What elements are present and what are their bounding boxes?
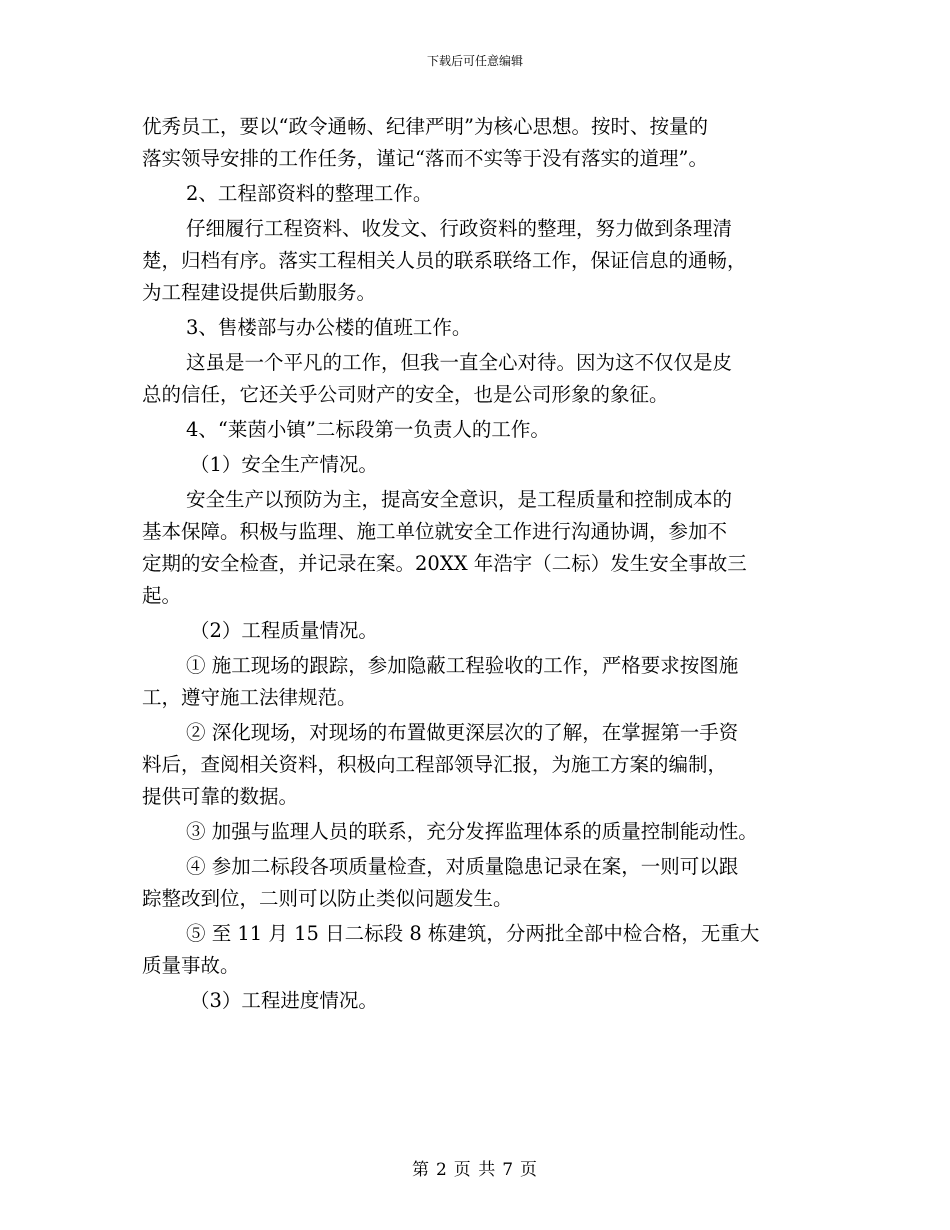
text-line: 工，遵守施工法律规范。 [142, 686, 357, 709]
paragraph [142, 213, 822, 309]
paragraph [142, 918, 822, 982]
page-header-note: 下载后可任意编辑 [426, 54, 523, 68]
total-pages-number: 7 [502, 1160, 515, 1180]
text-line: 仔细履行工程资料、收发文、行政资料的整理，努力做到条理清 [186, 217, 733, 240]
text-line: 基本保障。积极与监理、施工单位就安全工作进行沟通协调，参加不 [142, 520, 728, 543]
page-footer [0, 1155, 950, 1180]
text-line: 料后，查阅相关资料，积极向工程部领导汇报，为施工方案的编制， [142, 753, 728, 776]
subsection-heading [142, 615, 822, 647]
current-page-number: 2 [435, 1160, 448, 1180]
subsection-heading [142, 449, 822, 481]
text-line: （2）工程质量情况。 [190, 619, 378, 642]
text-line: 总的信任，它还关乎公司财产的安全，也是公司形象的象征。 [142, 383, 669, 406]
text-line: 优秀员工，要以“政令通畅、纪律严明”为核心思想。按时、按量的 [142, 115, 708, 138]
text-line: ② 深化现场，对现场的布置做更深层次的了解，在掌握第一手资 [186, 721, 739, 744]
paragraph [142, 111, 822, 175]
subsection-heading [142, 985, 822, 1017]
text-line: 定期的安全检查，并记录在案。20XX 年浩宇（二标）发生安全事故三 [142, 552, 747, 575]
text-line: 踪整改到位，二则可以防止类似问题发生。 [142, 887, 513, 910]
text-line: 落实领导安排的工作任务，谨记“落而不实等于没有落实的道理”。 [142, 147, 708, 170]
section-heading [142, 312, 822, 344]
footer-prefix: 第 [411, 1160, 430, 1180]
text-line: 为工程建设提供后勤服务。 [142, 281, 377, 304]
footer-middle: 页 共 [453, 1160, 497, 1180]
text-line: ① 施工现场的跟踪，参加隐蔽工程验收的工作，严格要求按图施 [186, 654, 739, 677]
paragraph [142, 851, 822, 915]
text-line: ⑤ 至 11 月 15 日二标段 8 栋建筑，分两批全部中检合格，无重大 [186, 922, 760, 945]
text-line: 这虽是一个平凡的工作，但我一直全心对待。因为这不仅仅是皮 [186, 351, 733, 374]
footer-suffix: 页 [520, 1160, 539, 1180]
paragraph [142, 347, 822, 411]
text-line: 3、售楼部与办公楼的值班工作。 [186, 316, 472, 339]
text-line: 起。 [142, 584, 182, 607]
paragraph [142, 816, 822, 848]
text-line: 提供可靠的数据。 [142, 785, 299, 808]
text-line: ④ 参加二标段各项质量检查，对质量隐患记录在案，一则可以跟 [186, 855, 739, 878]
paragraph [142, 484, 822, 612]
text-line: 2、工程部资料的整理工作。 [186, 182, 433, 205]
document-body [142, 111, 822, 1020]
text-line: 质量事故。 [142, 954, 240, 977]
text-line: （3）工程进度情况。 [190, 989, 378, 1012]
section-heading [142, 414, 822, 446]
text-line: 4、“莱茵小镇”二标段第一负责人的工作。 [186, 418, 550, 441]
text-line: ③ 加强与监理人员的联系，充分发挥监理体系的质量控制能动性。 [186, 820, 758, 843]
paragraph [142, 717, 822, 813]
paragraph [142, 650, 822, 714]
text-line: 安全生产以预防为主，提高安全意识，是工程质量和控制成本的 [186, 488, 733, 511]
text-line: （1）安全生产情况。 [190, 453, 378, 476]
text-line: 楚，归档有序。落实工程相关人员的联系联络工作，保证信息的通畅， [142, 249, 747, 272]
section-heading [142, 178, 822, 210]
